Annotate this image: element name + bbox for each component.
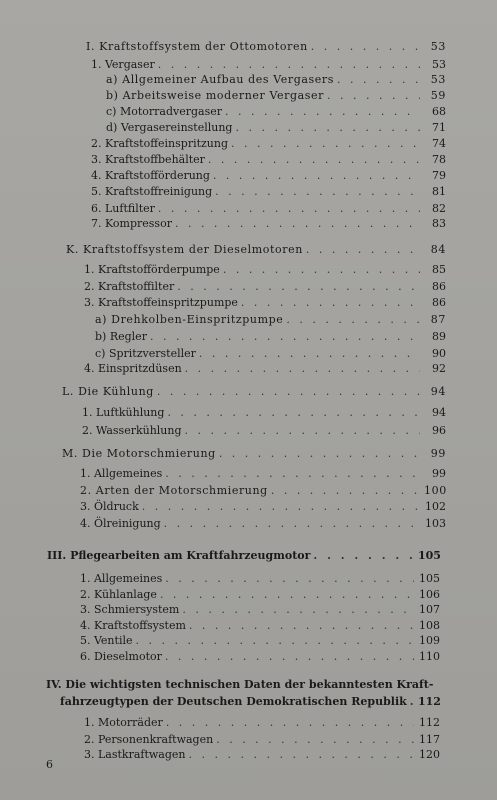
toc-entry-label: 3. Öldruck bbox=[80, 500, 139, 513]
toc-entry bbox=[80, 634, 440, 647]
page-number: 6 bbox=[46, 758, 53, 771]
toc-entry bbox=[66, 243, 446, 256]
toc-entry-page: 99 bbox=[432, 467, 446, 480]
dot-leader bbox=[158, 58, 420, 71]
toc-entry-label: K. Kraftstoffsystem der Dieselmotoren bbox=[66, 243, 303, 256]
toc-entry bbox=[91, 58, 446, 71]
toc-entry-label: fahrzeugtypen der Deutschen Demokratischen Republik bbox=[60, 695, 407, 708]
dot-leader bbox=[219, 447, 420, 460]
toc-entry-label: a) Allgemeiner Aufbau des Vergasers bbox=[106, 73, 335, 86]
dot-leader bbox=[142, 500, 420, 513]
toc-entry bbox=[80, 588, 440, 601]
toc-entry bbox=[80, 619, 440, 632]
toc-entry-label: L. Die Kühlung bbox=[62, 385, 154, 398]
toc-entry-label: 1. Kraftstofförderpumpe bbox=[84, 263, 220, 276]
toc-entry bbox=[46, 678, 440, 691]
dot-leader bbox=[157, 385, 420, 398]
toc-entry bbox=[80, 467, 446, 480]
toc-entry-label: 2. Kühlanlage bbox=[80, 588, 157, 601]
toc-entry-page: 92 bbox=[432, 362, 446, 375]
toc-entry-page: 109 bbox=[419, 634, 440, 647]
dot-leader bbox=[313, 549, 414, 562]
toc-entry-label: I. Kraftstoffsystem der Ottomotoren bbox=[86, 40, 308, 53]
dot-leader bbox=[189, 619, 414, 632]
toc-entry-label: b) Arbeitsweise moderner Vergaser bbox=[106, 89, 324, 102]
toc-entry-page: 79 bbox=[432, 169, 446, 182]
toc-entry-page: 74 bbox=[432, 137, 446, 150]
dot-leader bbox=[166, 716, 414, 729]
toc-entry-label: 2. Wasserkühlung bbox=[82, 424, 182, 437]
dot-leader bbox=[185, 362, 420, 375]
toc-entry-label: 2. Kraftstoffeinspritzung bbox=[91, 137, 229, 150]
toc-entry bbox=[84, 263, 446, 276]
dot-leader bbox=[235, 121, 420, 134]
toc-entry-label: 5. Kraftstoffreinigung bbox=[91, 185, 213, 198]
dot-leader bbox=[286, 313, 420, 326]
toc-entry-label: 2. Personenkraftwagen bbox=[84, 733, 214, 746]
toc-entry-label: IV. Die wichtigsten technischen Daten der bekanntesten Kraft- bbox=[46, 678, 434, 691]
toc-entry-page: 100 bbox=[424, 484, 447, 497]
toc-entry-label: 3. Kraftstoffbehälter bbox=[91, 153, 205, 166]
toc-entry bbox=[47, 549, 440, 562]
dot-leader bbox=[208, 153, 420, 166]
toc-entry bbox=[80, 603, 440, 616]
toc-entry-page: 99 bbox=[430, 447, 446, 460]
toc-entry-page: 117 bbox=[419, 733, 440, 746]
toc-entry-label: 3. Kraftstoffeinspritzpumpe bbox=[84, 296, 238, 309]
toc-entry-label: 2. Kraftstoffilter bbox=[84, 280, 175, 293]
toc-entry bbox=[95, 313, 446, 326]
dot-leader bbox=[165, 650, 414, 663]
dot-leader bbox=[160, 588, 414, 601]
toc-entry-label: 7. Kompressor bbox=[91, 217, 172, 230]
toc-entry-label: b) Regler bbox=[95, 330, 147, 343]
dot-leader bbox=[337, 73, 420, 86]
dot-leader bbox=[189, 748, 414, 761]
toc-entry bbox=[86, 40, 446, 53]
toc-entry-label: d) Vergasereinstellung bbox=[106, 121, 233, 134]
toc-entry-label: III. Pflegearbeiten am Kraftfahrzeugmotor bbox=[47, 549, 311, 562]
toc-entry bbox=[91, 153, 446, 166]
dot-leader bbox=[215, 185, 420, 198]
dot-leader bbox=[231, 137, 420, 150]
toc-entry bbox=[106, 121, 446, 134]
toc-entry-label: a) Drehkolben-Einspritzpumpe bbox=[95, 313, 284, 326]
dot-leader bbox=[182, 603, 414, 616]
toc-entry bbox=[95, 347, 446, 360]
dot-leader bbox=[185, 424, 420, 437]
toc-entry bbox=[62, 447, 446, 460]
toc-entry bbox=[60, 695, 440, 708]
toc-entry-label: 5. Ventile bbox=[80, 634, 133, 647]
toc-entry-page: 102 bbox=[425, 500, 446, 513]
dot-leader bbox=[223, 263, 420, 276]
toc-entry-label: c) Spritzversteller bbox=[95, 347, 196, 360]
toc-entry-page: 83 bbox=[432, 217, 446, 230]
toc-entry bbox=[91, 217, 446, 230]
toc-entry bbox=[84, 733, 440, 746]
toc-entry-page: 71 bbox=[432, 121, 446, 134]
toc-entry bbox=[106, 89, 446, 102]
toc-entry-page: 105 bbox=[419, 572, 440, 585]
dot-leader bbox=[327, 89, 420, 102]
toc-entry bbox=[91, 202, 446, 215]
toc-entry bbox=[91, 169, 446, 182]
dot-leader bbox=[158, 202, 420, 215]
toc-entry bbox=[91, 137, 446, 150]
toc-entry bbox=[80, 517, 446, 530]
toc-entry-page: 81 bbox=[432, 185, 446, 198]
toc-entry-page: 103 bbox=[425, 517, 446, 530]
toc-entry bbox=[84, 280, 446, 293]
toc-entry bbox=[95, 330, 446, 343]
toc-entry bbox=[106, 73, 446, 86]
toc-entry-page: 86 bbox=[432, 296, 446, 309]
toc-entry bbox=[91, 185, 446, 198]
toc-entry-label: 1. Allgemeines bbox=[80, 467, 163, 480]
toc-entry-label: 4. Kraftstofförderung bbox=[91, 169, 210, 182]
dot-leader bbox=[165, 467, 420, 480]
toc-entry-label: 6. Dieselmotor bbox=[80, 650, 162, 663]
dot-leader bbox=[306, 243, 420, 256]
dot-leader bbox=[150, 330, 420, 343]
toc-entry-page: 94 bbox=[432, 406, 446, 419]
toc-entry-label: c) Motorradvergaser bbox=[106, 105, 222, 118]
dot-leader bbox=[175, 217, 420, 230]
toc-entry-label: 1. Luftkühlung bbox=[82, 406, 165, 419]
toc-entry bbox=[80, 484, 446, 497]
toc-entry bbox=[84, 296, 446, 309]
toc-entry-label: 1. Motorräder bbox=[84, 716, 163, 729]
toc-entry-label: 3. Lastkraftwagen bbox=[84, 748, 186, 761]
toc-entry bbox=[80, 650, 440, 663]
toc-entry-label: 6. Luftfilter bbox=[91, 202, 155, 215]
dot-leader bbox=[165, 572, 414, 585]
toc-entry bbox=[84, 716, 440, 729]
toc-entry bbox=[80, 500, 446, 513]
toc-entry-label: 4. Ölreinigung bbox=[80, 517, 161, 530]
toc-entry bbox=[82, 424, 446, 437]
dot-leader bbox=[164, 517, 420, 530]
dot-leader bbox=[241, 296, 420, 309]
toc-entry-label: M. Die Motorschmierung bbox=[62, 447, 216, 460]
toc-entry-page: 85 bbox=[432, 263, 446, 276]
toc-entry-page: 120 bbox=[419, 748, 440, 761]
toc-entry-page: 82 bbox=[432, 202, 446, 215]
toc-entry-page: 53 bbox=[430, 73, 446, 86]
toc-entry bbox=[84, 748, 440, 761]
toc-entry bbox=[84, 362, 446, 375]
toc-entry-label: 4. Einspritzdüsen bbox=[84, 362, 182, 375]
toc-entry-page: 90 bbox=[432, 347, 446, 360]
toc-entry-label: 2. Arten der Motorschmierung bbox=[80, 484, 268, 497]
dot-leader bbox=[225, 105, 420, 118]
dot-leader bbox=[213, 169, 420, 182]
dot-leader bbox=[216, 733, 414, 746]
toc-entry-page: 112 bbox=[418, 695, 441, 708]
toc-entry-label: 3. Schmiersystem bbox=[80, 603, 180, 616]
dot-leader bbox=[199, 347, 420, 360]
dot-leader bbox=[311, 40, 420, 53]
toc-entry-page: 89 bbox=[432, 330, 446, 343]
toc-entry bbox=[82, 406, 446, 419]
toc-entry bbox=[106, 105, 446, 118]
toc-entry-page: 78 bbox=[432, 153, 446, 166]
toc-entry bbox=[80, 572, 440, 585]
toc-entry-page: 105 bbox=[418, 549, 441, 562]
toc-entry-page: 87 bbox=[430, 313, 446, 326]
toc-entry-page: 112 bbox=[419, 716, 440, 729]
dot-leader bbox=[177, 280, 420, 293]
toc-entry-page: 94 bbox=[430, 385, 446, 398]
toc-entry-label: 1. Allgemeines bbox=[80, 572, 163, 585]
dot-leader bbox=[271, 484, 420, 497]
toc-entry-page: 86 bbox=[432, 280, 446, 293]
toc-entry-page: 68 bbox=[432, 105, 446, 118]
dot-leader bbox=[167, 406, 420, 419]
dot-leader bbox=[136, 634, 415, 647]
toc-entry-page: 96 bbox=[432, 424, 446, 437]
toc-entry bbox=[62, 385, 446, 398]
toc-entry-label: 4. Kraftstoffsystem bbox=[80, 619, 186, 632]
toc-entry-page: 53 bbox=[430, 40, 446, 53]
toc-entry-page: 107 bbox=[419, 603, 440, 616]
toc-entry-page: 106 bbox=[419, 588, 440, 601]
toc-entry-page: 84 bbox=[430, 243, 446, 256]
toc-entry-label: 1. Vergaser bbox=[91, 58, 155, 71]
toc-entry-page: 110 bbox=[419, 650, 440, 663]
toc-entry-page: 59 bbox=[430, 89, 446, 102]
toc-entry-page: 108 bbox=[419, 619, 440, 632]
toc-entry-page: 53 bbox=[432, 58, 446, 71]
